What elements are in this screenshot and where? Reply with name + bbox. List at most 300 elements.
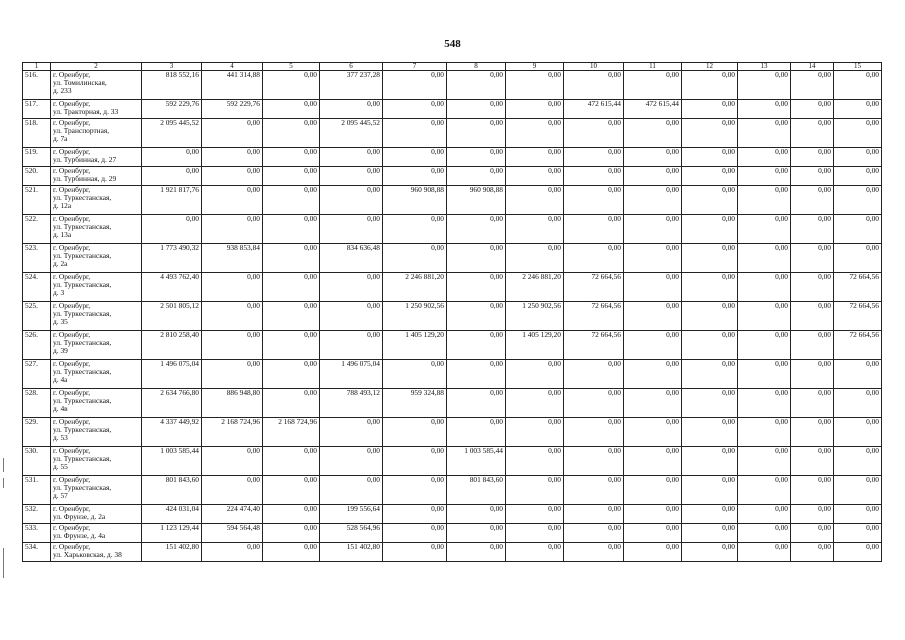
table-row [23, 524, 882, 543]
address-line: г. Оренбург, [53, 166, 91, 175]
header-row [23, 63, 882, 71]
address-cell [51, 418, 142, 447]
value-cell: 0,00 [564, 148, 624, 167]
value-cell: 0,00 [263, 505, 320, 524]
table-row [23, 447, 882, 476]
address-cell [51, 186, 142, 215]
value-cell: 0,00 [738, 71, 791, 100]
value-cell: 72 664,56 [834, 302, 882, 331]
address-line: г. Оренбург, [53, 147, 91, 156]
address-cell [51, 215, 142, 244]
value-cell: 0,00 [791, 360, 834, 389]
value-cell: 151 402,80 [320, 543, 383, 562]
address-line: г. Оренбург, [53, 118, 91, 127]
address-line: г. Оренбург, [53, 70, 91, 79]
value-cell: 0,00 [624, 389, 682, 418]
value-cell: 0,00 [506, 167, 564, 186]
value-cell: 0,00 [506, 360, 564, 389]
address-line: ул. Фрунзе, д. 2а [53, 512, 106, 521]
address-line: д. 4а [53, 375, 68, 384]
value-cell: 72 664,56 [834, 273, 882, 302]
col-header: 12 [682, 63, 738, 71]
value-cell: 0,00 [791, 100, 834, 119]
table-row [23, 389, 882, 418]
value-cell: 1 496 075,04 [142, 360, 202, 389]
value-cell: 960 908,88 [447, 186, 506, 215]
table-row [23, 186, 882, 215]
value-cell: 0,00 [320, 331, 383, 360]
value-cell: 72 664,56 [564, 273, 624, 302]
value-cell: 2 168 724,96 [263, 418, 320, 447]
value-cell: 2 810 258,40 [142, 331, 202, 360]
table-row [23, 418, 882, 447]
address-line: г. Оренбург, [53, 523, 91, 532]
address-line: д. 39 [53, 346, 68, 355]
value-cell: 0,00 [738, 186, 791, 215]
value-cell: 788 493,12 [320, 389, 383, 418]
table-row [23, 302, 882, 331]
address-line: г. Оренбург, [53, 330, 91, 339]
row-number: 523. [23, 244, 51, 273]
value-cell: 834 636,48 [320, 244, 383, 273]
value-cell: 0,00 [564, 167, 624, 186]
table-row [23, 543, 882, 562]
budget-table [22, 62, 882, 562]
value-cell: 0,00 [202, 186, 263, 215]
value-cell: 424 031,04 [142, 505, 202, 524]
value-cell: 0,00 [506, 215, 564, 244]
col-header: 6 [320, 63, 383, 71]
value-cell: 0,00 [834, 119, 882, 148]
value-cell: 0,00 [791, 476, 834, 505]
value-cell: 0,00 [447, 215, 506, 244]
value-cell: 0,00 [834, 418, 882, 447]
col-header: 4 [202, 63, 263, 71]
value-cell: 0,00 [738, 389, 791, 418]
value-cell: 1 250 902,56 [383, 302, 447, 331]
value-cell: 0,00 [263, 100, 320, 119]
row-number: 530. [23, 447, 51, 476]
value-cell: 0,00 [624, 119, 682, 148]
value-cell: 2 095 445,52 [320, 119, 383, 148]
table-row [23, 167, 882, 186]
value-cell: 0,00 [682, 100, 738, 119]
value-cell: 0,00 [506, 524, 564, 543]
row-number: 525. [23, 302, 51, 331]
col-header: 1 [23, 63, 51, 71]
value-cell: 0,00 [791, 71, 834, 100]
address-line: г. Оренбург, [53, 417, 91, 426]
value-cell: 0,00 [564, 244, 624, 273]
col-header: 2 [51, 63, 142, 71]
address-cell [51, 360, 142, 389]
value-cell: 0,00 [263, 389, 320, 418]
address-line: г. Оренбург, [53, 504, 91, 513]
address-line: д. 13а [53, 230, 72, 239]
value-cell: 0,00 [834, 543, 882, 562]
value-cell: 0,00 [791, 302, 834, 331]
value-cell: 0,00 [682, 302, 738, 331]
value-cell: 0,00 [682, 71, 738, 100]
value-cell: 1 003 585,44 [142, 447, 202, 476]
value-cell: 959 324,88 [383, 389, 447, 418]
value-cell: 1 405 129,20 [506, 331, 564, 360]
value-cell: 199 556,64 [320, 505, 383, 524]
value-cell: 0,00 [738, 360, 791, 389]
address-line: г. Оренбург, [53, 243, 91, 252]
value-cell: 0,00 [263, 524, 320, 543]
value-cell: 594 564,48 [202, 524, 263, 543]
value-cell: 0,00 [447, 302, 506, 331]
value-cell: 0,00 [624, 215, 682, 244]
address-line: г. Оренбург, [53, 542, 91, 551]
value-cell: 0,00 [506, 505, 564, 524]
address-cell [51, 331, 142, 360]
table-row [23, 215, 882, 244]
address-line: ул. Туркестанская, [53, 222, 112, 231]
table-row [23, 71, 882, 100]
value-cell: 0,00 [506, 447, 564, 476]
value-cell: 960 908,88 [383, 186, 447, 215]
value-cell: 2 095 445,52 [142, 119, 202, 148]
address-line: ул. Томилинская, [53, 78, 107, 87]
value-cell: 0,00 [202, 119, 263, 148]
value-cell: 0,00 [682, 148, 738, 167]
address-line: ул. Туркестанская, [53, 309, 112, 318]
value-cell: 0,00 [383, 71, 447, 100]
value-cell: 472 615,44 [624, 100, 682, 119]
address-line: г. Оренбург, [53, 446, 91, 455]
value-cell: 0,00 [447, 100, 506, 119]
value-cell: 0,00 [506, 148, 564, 167]
value-cell: 0,00 [682, 476, 738, 505]
value-cell: 0,00 [447, 148, 506, 167]
row-number: 521. [23, 186, 51, 215]
value-cell: 0,00 [202, 331, 263, 360]
value-cell: 0,00 [447, 244, 506, 273]
value-cell: 0,00 [564, 418, 624, 447]
value-cell: 0,00 [564, 524, 624, 543]
address-cell [51, 543, 142, 562]
value-cell: 0,00 [506, 71, 564, 100]
value-cell: 0,00 [564, 186, 624, 215]
value-cell: 0,00 [738, 215, 791, 244]
address-line: ул. Туркестанская, [53, 251, 112, 260]
value-cell: 0,00 [320, 215, 383, 244]
value-cell: 0,00 [682, 244, 738, 273]
value-cell: 0,00 [682, 186, 738, 215]
value-cell: 377 237,28 [320, 71, 383, 100]
value-cell: 2 246 881,20 [383, 273, 447, 302]
value-cell: 0,00 [834, 167, 882, 186]
value-cell: 2 168 724,96 [202, 418, 263, 447]
col-header: 7 [383, 63, 447, 71]
value-cell: 0,00 [834, 244, 882, 273]
address-cell [51, 100, 142, 119]
value-cell: 0,00 [624, 476, 682, 505]
address-line: д. 4в [53, 404, 68, 413]
row-number: 529. [23, 418, 51, 447]
address-line: д. 233 [53, 86, 72, 95]
value-cell: 0,00 [738, 418, 791, 447]
value-cell: 72 664,56 [564, 331, 624, 360]
address-line: г. Оренбург, [53, 214, 91, 223]
value-cell: 0,00 [791, 148, 834, 167]
value-cell: 0,00 [834, 447, 882, 476]
row-number: 520. [23, 167, 51, 186]
value-cell: 0,00 [506, 418, 564, 447]
value-cell: 0,00 [383, 100, 447, 119]
value-cell: 0,00 [263, 71, 320, 100]
value-cell: 0,00 [564, 543, 624, 562]
value-cell: 0,00 [682, 360, 738, 389]
value-cell: 0,00 [263, 543, 320, 562]
address-cell [51, 302, 142, 331]
col-header: 9 [506, 63, 564, 71]
value-cell: 0,00 [263, 331, 320, 360]
table-row [23, 100, 882, 119]
table-row [23, 331, 882, 360]
value-cell: 0,00 [738, 543, 791, 562]
value-cell: 0,00 [738, 100, 791, 119]
value-cell: 0,00 [738, 524, 791, 543]
table-row [23, 148, 882, 167]
value-cell: 0,00 [682, 331, 738, 360]
address-line: г. Оренбург, [53, 388, 91, 397]
address-line: ул. Туркестанская, [53, 338, 112, 347]
row-number: 519. [23, 148, 51, 167]
table-row [23, 119, 882, 148]
value-cell: 0,00 [682, 524, 738, 543]
value-cell: 0,00 [624, 167, 682, 186]
address-cell [51, 505, 142, 524]
value-cell: 0,00 [447, 71, 506, 100]
value-cell: 0,00 [738, 302, 791, 331]
value-cell: 0,00 [624, 543, 682, 562]
value-cell: 0,00 [791, 167, 834, 186]
value-cell: 0,00 [320, 100, 383, 119]
value-cell: 0,00 [624, 360, 682, 389]
address-line: ул. Тракторная, д. 33 [53, 107, 119, 116]
address-line: д. 12а [53, 201, 72, 210]
value-cell: 0,00 [791, 505, 834, 524]
value-cell: 0,00 [682, 167, 738, 186]
row-number: 531. [23, 476, 51, 505]
value-cell: 0,00 [564, 505, 624, 524]
value-cell: 0,00 [320, 273, 383, 302]
value-cell: 0,00 [447, 389, 506, 418]
address-line: г. Оренбург, [53, 475, 91, 484]
value-cell: 1 123 129,44 [142, 524, 202, 543]
value-cell: 0,00 [834, 215, 882, 244]
value-cell: 151 402,80 [142, 543, 202, 562]
value-cell: 0,00 [791, 447, 834, 476]
value-cell: 0,00 [506, 476, 564, 505]
value-cell: 0,00 [202, 476, 263, 505]
value-cell: 0,00 [320, 148, 383, 167]
value-cell: 0,00 [320, 302, 383, 331]
value-cell: 0,00 [447, 418, 506, 447]
col-header: 11 [624, 63, 682, 71]
value-cell: 801 843,60 [142, 476, 202, 505]
table-row [23, 505, 882, 524]
value-cell: 4 337 449,92 [142, 418, 202, 447]
value-cell: 0,00 [791, 524, 834, 543]
value-cell: 72 664,56 [564, 302, 624, 331]
value-cell: 0,00 [564, 215, 624, 244]
value-cell: 0,00 [263, 167, 320, 186]
value-cell: 0,00 [320, 447, 383, 476]
value-cell: 0,00 [738, 119, 791, 148]
col-header: 10 [564, 63, 624, 71]
value-cell: 0,00 [834, 524, 882, 543]
value-cell: 1 496 075,04 [320, 360, 383, 389]
address-line: ул. Туркестанская, [53, 483, 112, 492]
value-cell: 0,00 [506, 119, 564, 148]
col-header: 15 [834, 63, 882, 71]
value-cell: 0,00 [564, 360, 624, 389]
value-cell: 0,00 [682, 273, 738, 302]
value-cell: 1 405 129,20 [383, 331, 447, 360]
value-cell: 0,00 [263, 119, 320, 148]
value-cell: 0,00 [202, 447, 263, 476]
row-number: 518. [23, 119, 51, 148]
value-cell: 0,00 [564, 476, 624, 505]
value-cell: 0,00 [447, 273, 506, 302]
value-cell: 592 229,76 [142, 100, 202, 119]
address-cell [51, 244, 142, 273]
address-line: ул. Турбинная, д. 27 [53, 155, 117, 164]
value-cell: 0,00 [142, 148, 202, 167]
value-cell: 0,00 [263, 476, 320, 505]
value-cell: 0,00 [682, 543, 738, 562]
value-cell: 0,00 [791, 119, 834, 148]
table-row [23, 476, 882, 505]
value-cell: 2 246 881,20 [506, 273, 564, 302]
value-cell: 0,00 [202, 273, 263, 302]
address-line: ул. Туркестанская, [53, 454, 112, 463]
value-cell: 0,00 [834, 186, 882, 215]
value-cell: 0,00 [383, 447, 447, 476]
value-cell: 0,00 [263, 360, 320, 389]
value-cell: 0,00 [383, 167, 447, 186]
value-cell: 1 250 902,56 [506, 302, 564, 331]
value-cell: 0,00 [738, 331, 791, 360]
value-cell: 0,00 [624, 418, 682, 447]
value-cell: 0,00 [682, 119, 738, 148]
value-cell: 0,00 [791, 331, 834, 360]
value-cell: 0,00 [624, 331, 682, 360]
value-cell: 0,00 [834, 100, 882, 119]
value-cell: 0,00 [263, 447, 320, 476]
page-number: 548 [444, 38, 461, 50]
value-cell: 0,00 [506, 100, 564, 119]
address-line: г. Оренбург, [53, 301, 91, 310]
address-line: д. 3 [53, 288, 65, 297]
value-cell: 0,00 [320, 186, 383, 215]
value-cell: 0,00 [383, 543, 447, 562]
value-cell: 0,00 [624, 302, 682, 331]
value-cell: 0,00 [506, 186, 564, 215]
value-cell: 72 664,56 [834, 331, 882, 360]
value-cell: 0,00 [142, 167, 202, 186]
value-cell: 0,00 [834, 505, 882, 524]
value-cell: 0,00 [564, 119, 624, 148]
value-cell: 0,00 [738, 505, 791, 524]
value-cell: 4 493 762,40 [142, 273, 202, 302]
address-line: ул. Туркестанская, [53, 193, 112, 202]
address-line: ул. Туркестанская, [53, 280, 112, 289]
value-cell: 0,00 [202, 215, 263, 244]
value-cell: 0,00 [738, 476, 791, 505]
row-number: 517. [23, 100, 51, 119]
value-cell: 0,00 [447, 331, 506, 360]
address-line: ул. Харьковская, д. 38 [53, 550, 122, 559]
address-cell [51, 524, 142, 543]
value-cell: 0,00 [682, 418, 738, 447]
address-line: ул. Туркестанская, [53, 396, 112, 405]
value-cell: 0,00 [624, 505, 682, 524]
address-cell [51, 71, 142, 100]
value-cell: 0,00 [791, 215, 834, 244]
value-cell: 0,00 [564, 389, 624, 418]
address-cell [51, 167, 142, 186]
value-cell: 0,00 [142, 215, 202, 244]
value-cell: 0,00 [202, 148, 263, 167]
address-line: д. 35 [53, 317, 68, 326]
scan-margin-marks [3, 458, 6, 588]
value-cell: 0,00 [447, 505, 506, 524]
value-cell: 0,00 [263, 244, 320, 273]
value-cell: 0,00 [624, 71, 682, 100]
value-cell: 0,00 [447, 167, 506, 186]
value-cell: 0,00 [447, 543, 506, 562]
value-cell: 0,00 [320, 418, 383, 447]
value-cell: 0,00 [682, 389, 738, 418]
value-cell: 0,00 [447, 524, 506, 543]
row-number: 522. [23, 215, 51, 244]
value-cell: 0,00 [738, 148, 791, 167]
value-cell: 0,00 [791, 186, 834, 215]
value-cell: 0,00 [791, 244, 834, 273]
row-number: 516. [23, 71, 51, 100]
value-cell: 0,00 [738, 167, 791, 186]
address-line: д. 7а [53, 134, 68, 143]
address-line: ул. Фрунзе, д. 4а [53, 531, 106, 540]
address-line: г. Оренбург, [53, 99, 91, 108]
row-number: 524. [23, 273, 51, 302]
value-cell: 0,00 [791, 389, 834, 418]
row-number: 528. [23, 389, 51, 418]
address-cell [51, 389, 142, 418]
value-cell: 0,00 [202, 360, 263, 389]
value-cell: 0,00 [624, 186, 682, 215]
col-header: 13 [738, 63, 791, 71]
value-cell: 0,00 [263, 215, 320, 244]
value-cell: 0,00 [791, 273, 834, 302]
value-cell: 0,00 [383, 476, 447, 505]
table-row [23, 360, 882, 389]
value-cell: 0,00 [834, 71, 882, 100]
value-cell: 0,00 [263, 148, 320, 167]
value-cell: 441 314,88 [202, 71, 263, 100]
value-cell: 0,00 [320, 476, 383, 505]
value-cell: 801 843,60 [447, 476, 506, 505]
value-cell: 0,00 [834, 360, 882, 389]
address-line: ул. Турбинная, д. 29 [53, 174, 117, 183]
value-cell: 0,00 [383, 148, 447, 167]
value-cell: 0,00 [564, 447, 624, 476]
